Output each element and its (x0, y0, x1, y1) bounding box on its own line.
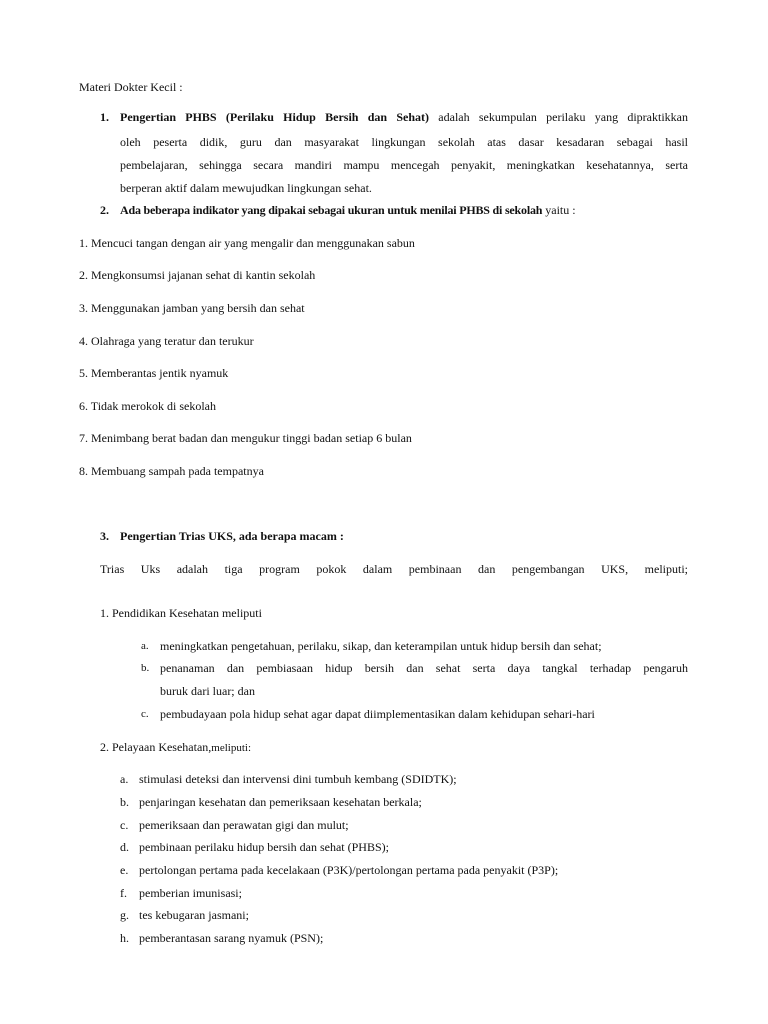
sub1-item: pembudayaan pola hidup sehat agar dapat diimplementasikan dalam kehidupan sehari-hari (160, 707, 595, 721)
sub2-letter: g. (120, 908, 129, 922)
sub2-item: pemberantasan sarang nyamuk (PSN); (139, 931, 324, 945)
indicator-item: 8. Membuang sampah pada tempatnya (79, 464, 264, 478)
sub1-item-continuation: buruk dari luar; dan (160, 684, 255, 698)
document-title: Materi Dokter Kecil : (79, 80, 183, 94)
indicator-item: 1. Mencuci tangan dengan air yang mengalir dan menggunakan sabun (79, 236, 415, 250)
section2-heading: Ada beberapa indikator yang dipakai sebagai ukuran untuk menilai PHBS di sekolah (120, 203, 543, 217)
indicator-item: 6. Tidak merokok di sekolah (79, 399, 216, 413)
sub2-item: tes kebugaran jasmani; (139, 908, 249, 922)
sub2-letter: e. (120, 863, 129, 877)
sub2-letter: c. (120, 818, 129, 832)
sub2-letter: a. (120, 772, 129, 786)
sub2-letter: b. (120, 795, 129, 809)
section3-number: 3. (100, 529, 109, 543)
sub2-letter: d. (120, 840, 129, 854)
sub2-item: pemeriksaan dan perawatan gigi dan mulut; (139, 818, 349, 832)
sub2-title-tail: meliputi: (211, 742, 252, 754)
sub2-item: pemberian imunisasi; (139, 886, 242, 900)
indicator-item: 7. Menimbang berat badan dan mengukur tinggi badan setiap 6 bulan (79, 431, 412, 445)
indicator-item: 3. Menggunakan jamban yang bersih dan sehat (79, 301, 305, 315)
section2-number: 2. (100, 203, 109, 217)
section3-heading: Pengertian Trias UKS, ada berapa macam : (120, 529, 344, 543)
sub2-item: pertolongan pertama pada kecelakaan (P3K)/pertolongan pertama pada penyakit (P3P); (139, 863, 559, 877)
section1-line1-rest: adalah sekumpulan perilaku yang dipraktikkan (438, 110, 688, 124)
section1-line3: pembelajaran, sehingga secara mandiri mampu mencegah penyakit, meningkatkan kesehatannya, serta (120, 158, 688, 172)
section1-line1 (120, 109, 688, 125)
indicator-item: 2. Mengkonsumsi jajanan sehat di kantin sekolah (79, 268, 316, 282)
sub1-item: meningkatkan pengetahuan, perilaku, sikap, dan keterampilan untuk hidup bersih dan sehat; (160, 639, 602, 653)
indicator-item: 4. Olahraga yang teratur dan terukur (79, 334, 254, 348)
section1-line2: oleh peserta didik, guru dan masyarakat lingkungan sekolah atas dasar kesadaran sebagai hasil (120, 135, 688, 149)
section3-intro: Trias Uks adalah tiga program pokok dalam pembinaan dan pengembangan UKS, meliputi; (100, 562, 688, 576)
sub2-item: penjaringan kesehatan dan pemeriksaan kesehatan berkala; (139, 795, 422, 809)
sub1-letter: c. (141, 708, 149, 720)
section1-line4: berperan aktif dalam mewujudkan lingkungan sehat. (120, 181, 372, 195)
sub2-item: pembinaan perilaku hidup bersih dan sehat (PHBS); (139, 840, 389, 854)
sub2-title (100, 739, 251, 756)
sub2-letter: h. (120, 931, 129, 945)
section2-heading-line (120, 202, 576, 218)
sub2-letter: f. (120, 886, 127, 900)
section1-number: 1. (100, 110, 109, 124)
sub1-letter: b. (141, 662, 150, 674)
sub1-title: 1. Pendidikan Kesehatan meliputi (100, 606, 262, 620)
sub2-title-main: 2. Pelayaan Kesehatan, (100, 740, 212, 754)
section1-heading: Pengertian PHBS (Perilaku Hidup Bersih dan Sehat) (120, 110, 430, 124)
section2-heading-tail: yaitu : (545, 203, 576, 217)
sub1-letter: a. (141, 640, 149, 652)
indicator-item: 5. Memberantas jentik nyamuk (79, 366, 229, 380)
sub2-item: stimulasi deteksi dan intervensi dini tumbuh kembang (SDIDTK); (139, 772, 457, 786)
sub1-item: penanaman dan pembiasaan hidup bersih dan sehat serta daya tangkal terhadap pengaruh (160, 661, 688, 675)
